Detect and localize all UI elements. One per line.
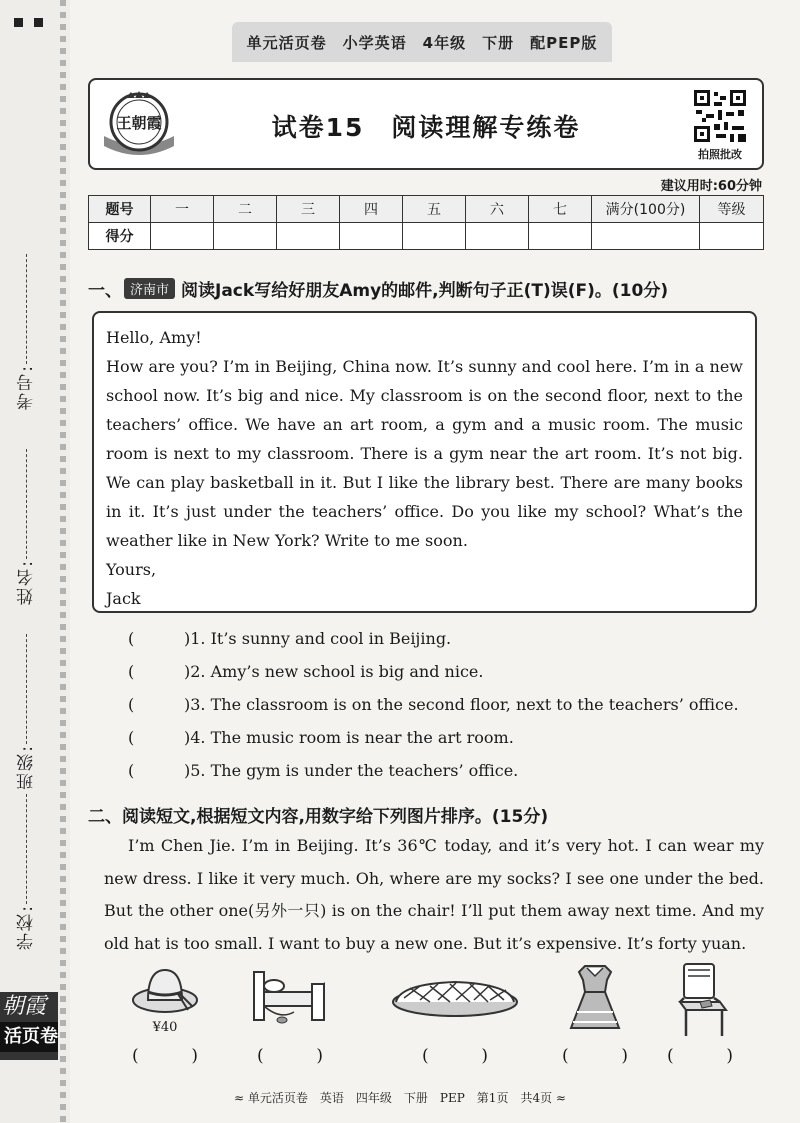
answer-blank[interactable]: ( [128, 695, 135, 714]
section-2-heading: 二、 阅读短文,根据短文内容,用数字给下列图片排序。(15分) [88, 807, 549, 827]
list-item: ( )1. It’s sunny and cool in Beijing. [128, 629, 452, 648]
picture-item [245, 962, 335, 1066]
answer-blank[interactable]: ( [128, 662, 135, 681]
corner-mark [34, 18, 43, 27]
title-box [88, 78, 764, 170]
bed-icon [250, 962, 330, 1026]
email-letter [92, 311, 757, 613]
picture-item [655, 962, 745, 1066]
list-item: ( )5. The gym is under the teachers’ office. [128, 761, 519, 780]
picture-item [550, 962, 640, 1066]
score-cell[interactable] [340, 223, 403, 250]
picture-row [120, 962, 760, 1072]
letter-signature: Jack [106, 589, 141, 608]
qr-code-icon[interactable] [692, 88, 748, 144]
score-cell[interactable] [592, 223, 700, 250]
reading-passage: I’m Chen Jie. I’m in Beijing. It’s 36℃ today, and it’s very hot. I can wear my new dress. I like it very much. Oh, where are my socks? I see one under the bed. But the other one(另外一只) is on the chair! I’ll put them away next time. And my old hat is too small. I want to buy a new one. But it’s expensive. It’s forty yuan. [104, 836, 764, 953]
score-table [88, 195, 764, 250]
suggested-time: 建议用时:60分钟 [660, 179, 762, 194]
answer-blank[interactable]: ( [128, 761, 135, 780]
score-cell[interactable] [529, 223, 592, 250]
picture-item [120, 962, 210, 1066]
binding-dashed-line [60, 0, 66, 1123]
corner-mark [14, 18, 23, 27]
picture-item [385, 962, 525, 1066]
dress-icon [565, 962, 625, 1032]
answer-blank[interactable]: ( ) [132, 1046, 198, 1066]
chair-icon [670, 962, 730, 1038]
list-item: ( )2. Amy’s new school is big and nice. [128, 662, 484, 681]
letter-greeting: Hello, Amy! [106, 328, 202, 347]
name-field[interactable]: 姓名: [8, 445, 44, 605]
school-field[interactable]: 学校: [8, 790, 44, 950]
answer-blank[interactable]: ( ) [257, 1046, 323, 1066]
page-footer: ≈ 单元活页卷 英语 四年级 下册 PEP 第1页 共4页 ≈ [234, 1091, 566, 1105]
series-banner: 单元活页卷 小学英语 4年级 下册 配PEP版 [232, 22, 612, 62]
answer-blank[interactable]: ( ) [667, 1046, 733, 1066]
hat-price: ¥40 [152, 1020, 178, 1035]
score-cell[interactable] [214, 223, 277, 250]
page-title: 试卷15 阅读理解专练卷 [271, 113, 581, 142]
section-1-heading: 一、 济南市 阅读Jack写给好朋友Amy的邮件,判断句子正(T)误(F)。(10分) [88, 276, 668, 301]
answer-blank[interactable]: ( [128, 728, 135, 747]
list-item: ( )4. The music room is near the art room. [128, 728, 514, 747]
brand-side-logo: 朝霞 活页卷 [0, 992, 58, 1060]
hat-icon [130, 962, 200, 1018]
exam-number-field[interactable]: 考号: [8, 250, 44, 410]
score-cell[interactable] [700, 223, 764, 250]
class-field[interactable]: 班级: [8, 630, 44, 790]
answer-blank[interactable]: ( ) [422, 1046, 488, 1066]
svg-text:王朝霞: 王朝霞 [116, 114, 162, 132]
answer-blank[interactable]: ( [128, 629, 135, 648]
letter-closing: Yours, [106, 560, 157, 579]
true-false-questions [128, 622, 748, 787]
table-row: 题号 一 二 三 四 五 六 七 满分(100分) 等级 [89, 196, 764, 223]
score-cell[interactable] [466, 223, 529, 250]
binding-strip [0, 0, 70, 1123]
score-cell[interactable] [277, 223, 340, 250]
answer-blank[interactable]: ( ) [562, 1046, 628, 1066]
table-row: 得分 [89, 223, 764, 250]
letter-body: How are you? I’m in Beijing, China now. It’s sunny and cool here. I’m in a new school now. It’s big and nice. My classroom is on the second floor, next to the teachers’ office. We have an art room, a gym and a music room. The music room is next to my classroom. There is a gym near the art room. It’s not big. We can play basketball in it. But I like the library best. There are many books in it. It’s just under the teachers’ office. Do you like my school? What’s the weather like in New York? Write to me soon. [106, 357, 743, 550]
score-cell[interactable] [403, 223, 466, 250]
score-cell[interactable] [151, 223, 214, 250]
list-item: ( )3. The classroom is on the second floor, next to the teachers’ office. [128, 695, 739, 714]
qr-label: 拍照批改 [698, 148, 742, 161]
stadium-icon [390, 962, 520, 1022]
city-tag: 济南市 [124, 278, 175, 299]
